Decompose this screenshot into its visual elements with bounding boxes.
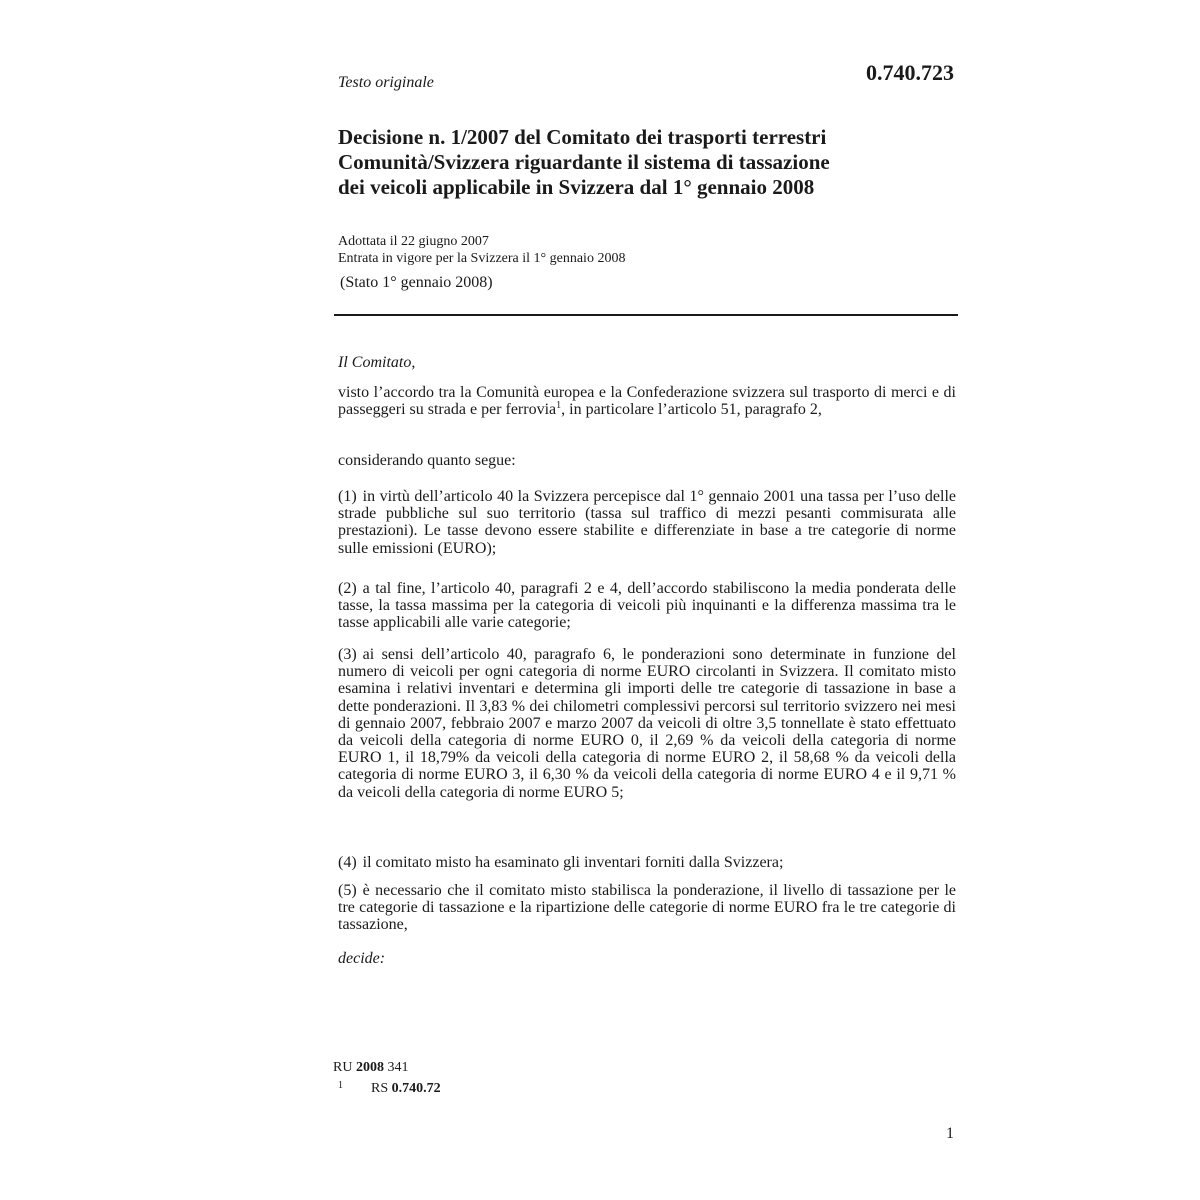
recital-number: (3) <box>338 646 357 663</box>
header-divider <box>334 314 958 316</box>
document-title <box>338 125 938 200</box>
title-line: dei veicoli applicabile in Svizzera dal 1° gennaio 2008 <box>338 175 815 199</box>
page-number: 1 <box>946 1125 954 1142</box>
ru-year: 2008 <box>355 1060 384 1075</box>
recital-number: (4) <box>338 854 357 871</box>
document-label: Testo originale <box>338 74 434 91</box>
recital <box>338 488 956 557</box>
ru-reference <box>333 1060 408 1076</box>
committee-heading: Il Comitato, <box>338 354 416 371</box>
recital-number: (5) <box>338 882 357 899</box>
visto-text-cont: , in particolare l’articolo 51, paragrafo 2, <box>561 401 822 419</box>
sr-number: 0.740.723 <box>866 60 954 85</box>
preamble-visto <box>338 384 956 418</box>
footnote <box>338 1080 441 1097</box>
status-date: (Stato 1° gennaio 2008) <box>340 274 493 291</box>
recital-text: a tal fine, l’articolo 40, paragrafi 2 e 4, dell’accordo stabiliscono la media ponderata delle tasse, la tassa massima per la categoria di veicoli più inquinanti e la differenza massima tra le tasse applicabili alle varie categorie; <box>338 580 956 632</box>
footnote-prefix: RS <box>371 1081 389 1096</box>
footnote-ref: 0.740.72 <box>391 1081 441 1096</box>
decides-heading: decide: <box>338 950 386 967</box>
entry-into-force: Entrata in vigore per la Svizzera il 1° gennaio 2008 <box>338 251 626 266</box>
recital-number: (2) <box>338 580 357 597</box>
recital-number: (1) <box>338 488 357 505</box>
recital-text: il comitato misto ha esaminato gli inventari forniti dalla Svizzera; <box>362 854 784 871</box>
recital <box>338 854 956 871</box>
title-line: Decisione n. 1/2007 del Comitato dei trasporti terrestri <box>338 125 827 149</box>
recital-text: ai sensi dell’articolo 40, paragrafo 6, le ponderazioni sono determinate in funzione del numero di veicoli per ogni categoria di norme EURO circolanti in Svizzera. Il comitato misto esamina i relativi inventari e determina gli importi delle tre categorie di tassazione in base a dette ponderazioni. Il 3,83 % dei chilometri complessivi percorsi sul territorio svizzero nei mesi di gennaio 2007, febbraio 2007 e marzo 2007 da veicoli di oltre 3,5 tonnellate è stato effettuato da veicoli della categoria di norme EURO 0, il 2,69 % da veicoli della categoria di norme EURO 1, il 18,79% da veicoli della categoria di norme EURO 2, il 58,68 % da veicoli della categoria di norme EURO 3, il 6,30 % da veicoli della categoria di norme EURO 4 e il 9,71 % da veicoli della categoria di norme EURO 5; <box>338 646 956 801</box>
ru-page: 341 <box>387 1060 409 1075</box>
adoption-date: Adottata il 22 giugno 2007 <box>338 234 489 249</box>
considering-clause: considerando quanto segue: <box>338 452 516 469</box>
recital-text: è necessario che il comitato misto stabilisca la ponderazione, il livello di tassazione per le tre categorie di tassazione e la ripartizione delle categorie di norme EURO fra le tre categorie di tassazione, <box>338 882 956 934</box>
visto-text: visto l’accordo tra la Comunità europea e la Confederazione svizzera sul trasporto di merci e di passeggeri su strada e per ferrovia <box>338 384 956 419</box>
recital <box>338 646 956 801</box>
recital <box>338 580 956 632</box>
footnote-mark: 1 <box>338 1080 343 1091</box>
recital <box>338 882 956 934</box>
ru-prefix: RU <box>333 1060 353 1075</box>
title-line: Comunità/Svizzera riguardante il sistema di tassazione <box>338 150 830 174</box>
footnote-ref-mark: 1 <box>556 400 562 412</box>
recital-text: in virtù dell’articolo 40 la Svizzera percepisce dal 1° gennaio 2001 una tassa per l’uso delle strade pubbliche sul suo territorio (tassa sul traffico di mezzi pesanti commisurata alle prestazioni). Le tasse devono essere stabilite e differenziate in base a tre categorie di norme sulle emissioni (EURO); <box>338 488 956 557</box>
